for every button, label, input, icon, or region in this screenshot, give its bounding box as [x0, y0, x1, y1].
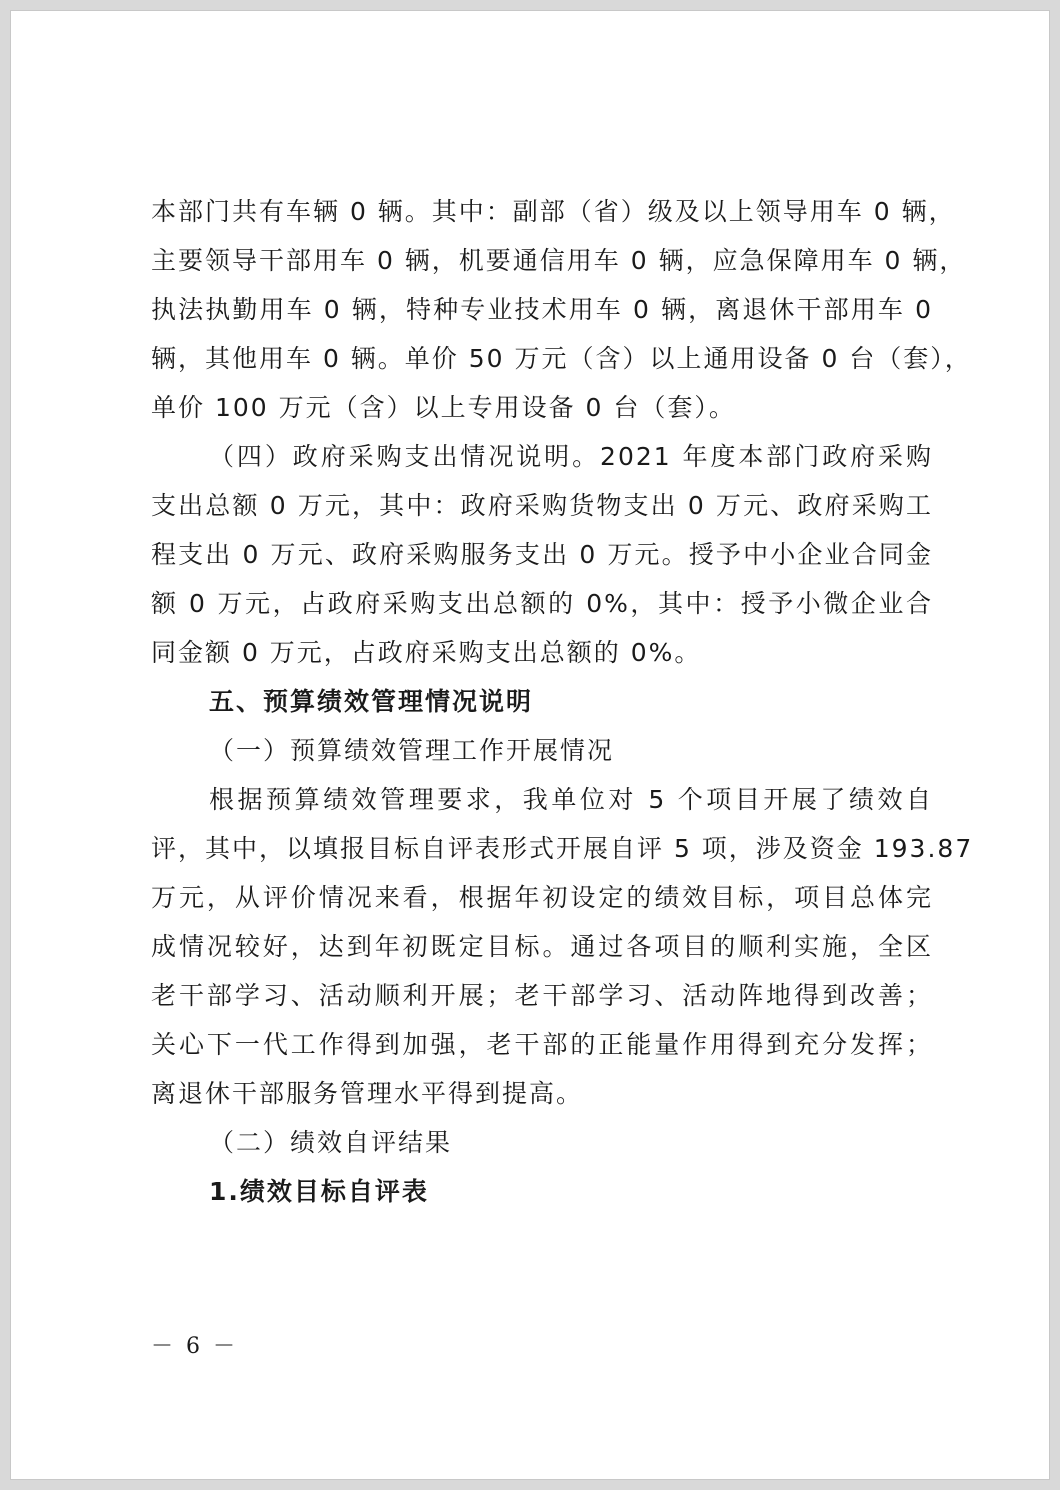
- section-heading-budget-performance: 五、预算绩效管理情况说明: [209, 687, 534, 716]
- text-line: 关心下一代工作得到加强，老干部的正能量作用得到充分发挥；: [151, 1030, 933, 1059]
- text-line: 本部门共有车辆 0 辆。其中：副部（省）级及以上领导用车 0 辆，: [151, 197, 956, 226]
- subsection-heading-self-evaluation-results: （二）绩效自评结果: [209, 1128, 453, 1157]
- paragraph-vehicles-equipment: [151, 187, 972, 432]
- text-line: 辆，其他用车 0 辆。单价 50 万元（含）以上通用设备 0 台（套），: [151, 344, 972, 373]
- text-line: 主要领导干部用车 0 辆，机要通信用车 0 辆，应急保障用车 0 辆，: [151, 246, 967, 275]
- text-line: 执法执勤用车 0 辆，特种专业技术用车 0 辆，离退休干部用车 0: [151, 295, 933, 324]
- text-line: （四）政府采购支出情况说明。2021 年度本部门政府采购: [209, 442, 933, 471]
- text-line: 单价 100 万元（含）以上专用设备 0 台（套）。: [151, 393, 736, 422]
- subsection-heading-work-progress: （一）预算绩效管理工作开展情况: [209, 736, 615, 765]
- document-page: [10, 10, 1050, 1480]
- text-line: 同金额 0 万元，占政府采购支出总额的 0%。: [151, 638, 702, 667]
- item-heading-target-self-evaluation-table: 1.绩效目标自评表: [209, 1177, 429, 1206]
- page-number: － 6 －: [151, 1334, 238, 1359]
- text-line: 根据预算绩效管理要求，我单位对 5 个项目开展了绩效自: [209, 785, 933, 814]
- text-line: 老干部学习、活动顺利开展；老干部学习、活动阵地得到改善；: [151, 981, 933, 1010]
- paragraph-government-procurement: [151, 432, 933, 677]
- paragraph-performance-evaluation: [151, 775, 974, 1118]
- text-line: 成情况较好，达到年初既定目标。通过各项目的顺利实施，全区: [151, 932, 933, 961]
- text-line: 支出总额 0 万元，其中：政府采购货物支出 0 万元、政府采购工: [151, 491, 933, 520]
- text-line: 程支出 0 万元、政府采购服务支出 0 万元。授予中小企业合同金: [151, 540, 933, 569]
- text-line: 万元，从评价情况来看，根据年初设定的绩效目标，项目总体完: [151, 883, 933, 912]
- page-content: [151, 187, 974, 1216]
- text-line: 额 0 万元，占政府采购支出总额的 0%，其中：授予小微企业合: [151, 589, 933, 618]
- text-line: 评，其中，以填报目标自评表形式开展自评 5 项，涉及资金 193.87: [151, 834, 974, 863]
- text-line: 离退休干部服务管理水平得到提高。: [151, 1079, 584, 1108]
